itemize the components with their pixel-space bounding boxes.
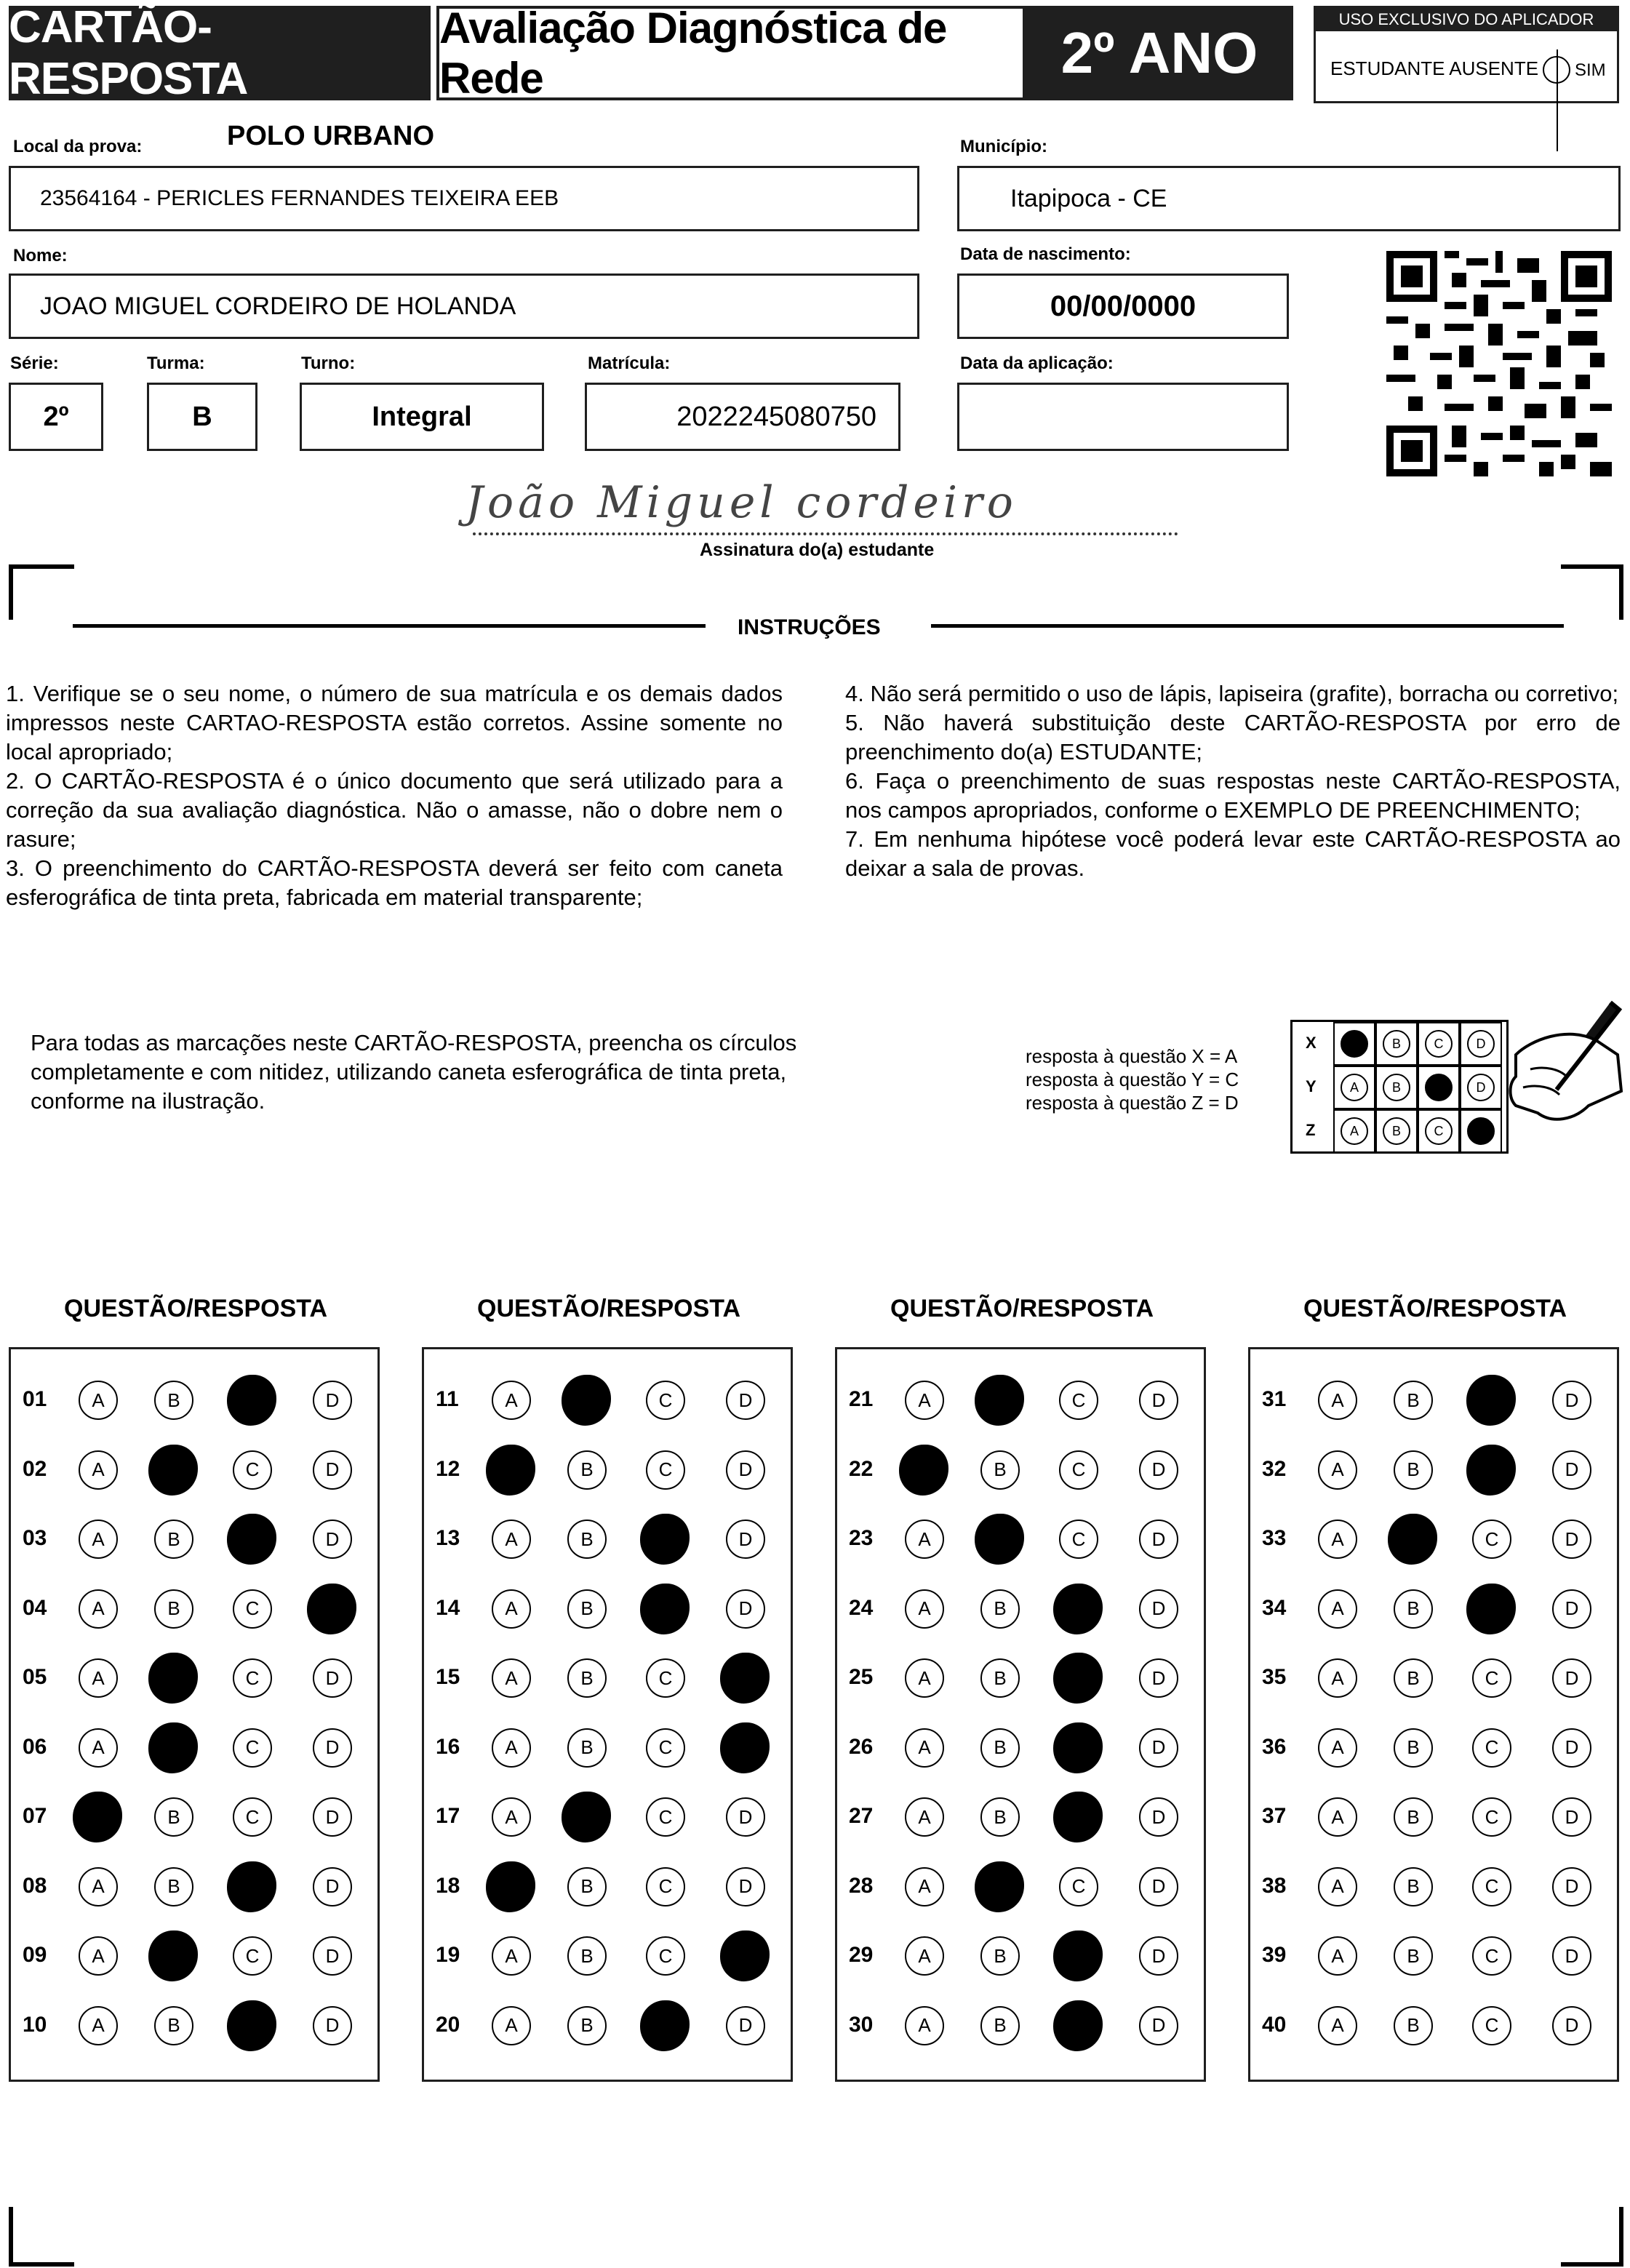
example-bubble-b: B [1383, 1117, 1410, 1145]
answer-bubble-c[interactable] [1466, 1445, 1516, 1496]
question-number: 27 [849, 1804, 874, 1828]
answer-bubble-b[interactable]: B [154, 1589, 193, 1629]
answer-bubble-d[interactable]: D [1552, 1450, 1591, 1490]
answer-bubble-b[interactable] [562, 1792, 611, 1842]
instruction-1: 1. Verifique se o seu nome, o número de sua matrícula e os demais dados impressos neste CARTAO-RESPOSTA estão corretos. Assine somente no local apropriado; [6, 681, 783, 764]
answer-column-3 [835, 1347, 1206, 2082]
answer-bubble-d[interactable]: D [726, 1381, 765, 1420]
answer-bubble-a[interactable]: A [905, 1658, 944, 1698]
absent-label: ESTUDANTE AUSENTE [1330, 57, 1539, 79]
answer-column-2 [422, 1347, 793, 2082]
answer-bubble-d[interactable]: D [313, 1520, 352, 1559]
answer-bubble-d[interactable] [720, 1653, 770, 1704]
answer-bubble-b[interactable]: B [567, 1867, 607, 1906]
answer-bubble-a[interactable]: A [492, 1589, 531, 1629]
answer-bubble-d[interactable]: D [313, 1797, 352, 1837]
example-line-x: resposta à questão X = A [1026, 1045, 1238, 1067]
answer-bubble-b[interactable]: B [1394, 1728, 1433, 1768]
answer-bubble-c[interactable] [227, 1861, 276, 1912]
instructions-right [845, 679, 1621, 883]
question-number: 08 [23, 1873, 47, 1898]
applicator-box [1314, 6, 1619, 103]
answer-bubble-b[interactable]: B [980, 1450, 1020, 1490]
matricula-field [585, 383, 900, 451]
answer-bubble-b[interactable] [975, 1514, 1024, 1565]
question-number: 37 [1262, 1804, 1287, 1828]
answer-bubble-b[interactable]: B [567, 1658, 607, 1698]
answer-bubble-a[interactable]: A [1318, 1797, 1357, 1837]
answer-bubble-d[interactable]: D [1552, 1589, 1591, 1629]
answer-bubble-d[interactable]: D [313, 2006, 352, 2045]
turno-field [300, 383, 544, 451]
answer-bubble-d[interactable]: D [726, 1450, 765, 1490]
question-number: 20 [436, 2012, 460, 2037]
answer-bubble-a[interactable]: A [492, 1381, 531, 1420]
question-number: 09 [23, 1943, 47, 1967]
answer-bubble-a[interactable]: A [79, 1658, 118, 1698]
answer-bubble-c[interactable]: C [1472, 1797, 1511, 1837]
corner-mark-bottom-right [1561, 2207, 1623, 2267]
answer-bubble-c[interactable]: C [233, 1797, 272, 1837]
answer-bubble-b[interactable]: B [154, 2006, 193, 2045]
fill-note: Para todas as marcações neste CARTÃO-RESPOSTA, preencha os círculos completamente e com nitidez, utilizando caneta esferográfica de tinta preta, conforme na ilustração. [31, 1030, 797, 1114]
question-number: 31 [1262, 1387, 1287, 1411]
question-number: 01 [23, 1387, 47, 1411]
answer-bubble-b[interactable] [148, 1445, 198, 1496]
example-bubble-c: C [1425, 1117, 1453, 1145]
school-field [9, 166, 919, 231]
answer-bubble-c[interactable]: C [1472, 1520, 1511, 1559]
answer-bubble-a[interactable]: A [492, 1936, 531, 1976]
answer-bubble-a[interactable]: A [905, 1867, 944, 1906]
answer-bubble-b[interactable]: B [980, 1797, 1020, 1837]
answer-bubble-c[interactable]: C [646, 1381, 685, 1420]
answer-bubble-d[interactable]: D [1552, 1936, 1591, 1976]
answer-bubble-d[interactable]: D [1139, 2006, 1178, 2045]
answer-bubble-d[interactable]: D [1139, 1589, 1178, 1629]
instructions-left [6, 679, 783, 912]
applicator-title: USO EXCLUSIVO DO APLICADOR [1316, 8, 1617, 31]
turma-label: Turma: [147, 354, 205, 373]
school-value: 23564164 - PERICLES FERNANDES TEIXEIRA EEB [40, 186, 559, 210]
question-number: 21 [849, 1387, 874, 1411]
divider-line [1557, 49, 1558, 151]
question-number: 39 [1262, 1943, 1287, 1967]
card-title: CARTÃO-RESPOSTA [9, 6, 431, 100]
question-number: 18 [436, 1873, 460, 1898]
example-row-label: X [1306, 1034, 1317, 1052]
nascimento-field [957, 273, 1289, 339]
answer-bubble-d[interactable]: D [1139, 1381, 1178, 1420]
question-number: 06 [23, 1734, 47, 1759]
answer-bubble-c[interactable] [227, 2000, 276, 2051]
answer-bubble-a[interactable]: A [79, 1381, 118, 1420]
answer-bubble-a[interactable]: A [79, 1936, 118, 1976]
answer-bubble-b[interactable]: B [1394, 1381, 1433, 1420]
answer-bubble-b[interactable] [148, 1653, 198, 1704]
answer-bubble-c[interactable]: C [1472, 2006, 1511, 2045]
answer-bubble-c[interactable]: C [646, 1450, 685, 1490]
instruction-6: 6. Faça o preenchimento de suas respostas neste CARTÃO-RESPOSTA, nos campos apropriados, conforme o EXEMPLO DE PREENCHIMENTO; [845, 768, 1621, 823]
question-number: 07 [23, 1804, 47, 1828]
absent-option: SIM [1575, 60, 1606, 80]
turno-value: Integral [372, 401, 472, 432]
answer-bubble-c[interactable] [227, 1514, 276, 1565]
answer-bubble-a[interactable]: A [1318, 1936, 1357, 1976]
answer-bubble-d[interactable]: D [1552, 1381, 1591, 1420]
question-number: 29 [849, 1943, 874, 1967]
answer-bubble-d[interactable]: D [313, 1936, 352, 1976]
question-number: 22 [849, 1456, 874, 1481]
answer-bubble-a[interactable]: A [492, 2006, 531, 2045]
answer-bubble-b[interactable]: B [980, 2006, 1020, 2045]
answer-bubble-c[interactable]: C [1059, 1381, 1098, 1420]
question-number: 26 [849, 1734, 874, 1759]
question-number: 38 [1262, 1873, 1287, 1898]
answer-bubble-c[interactable] [1053, 1930, 1103, 1981]
turno-label: Turno: [301, 354, 356, 373]
question-number: 35 [1262, 1665, 1287, 1689]
answer-bubble-d[interactable]: D [313, 1381, 352, 1420]
answer-bubble-a[interactable]: A [1318, 1520, 1357, 1559]
example-bubble-c [1425, 1074, 1453, 1101]
instructions-rule-right [931, 624, 1564, 628]
question-number: 36 [1262, 1734, 1287, 1759]
answer-bubble-a[interactable]: A [1318, 1867, 1357, 1906]
example-line-y: resposta à questão Y = C [1026, 1069, 1239, 1090]
answer-bubble-d[interactable]: D [726, 2006, 765, 2045]
answer-bubble-d[interactable]: D [1552, 1520, 1591, 1559]
answer-bubble-b[interactable] [148, 1930, 198, 1981]
municipio-field [957, 166, 1621, 231]
answer-bubble-c[interactable] [1466, 1375, 1516, 1426]
instruction-3: 3. O preenchimento do CARTÃO-RESPOSTA deverá ser feito com caneta esferográfica de tinta preta, fabricada em material transparente; [6, 855, 783, 910]
answer-bubble-b[interactable]: B [154, 1520, 193, 1559]
answer-bubble-b[interactable]: B [1394, 2006, 1433, 2045]
answer-bubble-a[interactable]: A [79, 1589, 118, 1629]
question-number: 15 [436, 1665, 460, 1689]
answer-bubble-b[interactable] [148, 1722, 198, 1773]
answer-bubble-b[interactable]: B [980, 1589, 1020, 1629]
answer-bubble-a[interactable]: A [1318, 2006, 1357, 2045]
answer-bubble-b[interactable]: B [154, 1381, 193, 1420]
answer-bubble-d[interactable]: D [1139, 1450, 1178, 1490]
local-value: POLO URBANO [227, 121, 434, 151]
hand-pen-icon [1487, 997, 1625, 1135]
question-number: 13 [436, 1526, 460, 1550]
answer-bubble-b[interactable]: B [980, 1658, 1020, 1698]
grade-title: 2º ANO [1026, 6, 1293, 100]
answer-bubble-b[interactable]: B [567, 1589, 607, 1629]
answer-bubble-c[interactable]: C [233, 1450, 272, 1490]
example-row-label: Z [1306, 1121, 1316, 1139]
answer-bubble-c[interactable]: C [1472, 1728, 1511, 1768]
answer-bubble-a[interactable]: A [905, 1797, 944, 1837]
answer-bubble-c[interactable] [1053, 2000, 1103, 2051]
answer-bubble-c[interactable] [640, 1584, 690, 1634]
answer-bubble-c[interactable] [1053, 1792, 1103, 1842]
answer-bubble-c[interactable] [640, 1514, 690, 1565]
answer-bubble-b[interactable] [975, 1861, 1024, 1912]
answer-bubble-a[interactable]: A [1318, 1450, 1357, 1490]
answer-bubble-c[interactable]: C [646, 1936, 685, 1976]
serie-field [9, 383, 103, 451]
answer-bubble-d[interactable]: D [726, 1867, 765, 1906]
answer-bubble-a[interactable]: A [905, 1728, 944, 1768]
example-bubble-a [1341, 1030, 1368, 1058]
answer-bubble-a[interactable]: A [492, 1797, 531, 1837]
answer-bubble-c[interactable] [1053, 1722, 1103, 1773]
answer-bubble-a[interactable]: A [1318, 1381, 1357, 1420]
answer-bubble-c[interactable]: C [233, 1589, 272, 1629]
answer-bubble-a[interactable]: A [79, 1450, 118, 1490]
answer-bubble-d[interactable]: D [726, 1520, 765, 1559]
question-number: 17 [436, 1804, 460, 1828]
aplicacao-field[interactable] [957, 383, 1289, 451]
answer-bubble-a[interactable]: A [1318, 1658, 1357, 1698]
answer-column-header: QUESTÃO/RESPOSTA [64, 1295, 328, 1322]
question-number: 05 [23, 1665, 47, 1689]
answer-bubble-b[interactable] [562, 1375, 611, 1426]
answer-bubble-b[interactable]: B [154, 1797, 193, 1837]
instruction-5: 5. Não haverá substituição deste CARTÃO-RESPOSTA por erro de preenchimento do(a) ESTUDANTE; [845, 710, 1621, 764]
serie-label: Série: [10, 354, 59, 373]
question-number: 34 [1262, 1595, 1287, 1620]
question-number: 23 [849, 1526, 874, 1550]
answer-bubble-d[interactable]: D [1139, 1658, 1178, 1698]
answer-bubble-a[interactable]: A [905, 1520, 944, 1559]
serie-value: 2º [43, 401, 69, 432]
answer-column-header: QUESTÃO/RESPOSTA [477, 1295, 741, 1322]
corner-mark-top-left [9, 564, 74, 620]
matricula-label: Matrícula: [588, 354, 671, 373]
answer-bubble-d[interactable]: D [1552, 1867, 1591, 1906]
question-number: 25 [849, 1665, 874, 1689]
answer-bubble-b[interactable]: B [1394, 1450, 1433, 1490]
answer-bubble-c[interactable]: C [646, 1728, 685, 1768]
answer-bubble-c[interactable] [1053, 1653, 1103, 1704]
instruction-4: 4. Não será permitido o uso de lápis, lapiseira (grafite), borracha ou corretivo; [845, 681, 1619, 706]
example-bubble-a: A [1341, 1074, 1368, 1101]
answer-bubble-b[interactable]: B [1394, 1589, 1433, 1629]
question-number: 10 [23, 2012, 47, 2037]
nascimento-value: 00/00/0000 [1050, 290, 1196, 322]
answer-bubble-c[interactable] [227, 1375, 276, 1426]
question-number: 28 [849, 1873, 874, 1898]
answer-bubble-c[interactable]: C [1472, 1936, 1511, 1976]
question-number: 04 [23, 1595, 47, 1620]
answer-bubble-b[interactable]: B [980, 1936, 1020, 1976]
answer-bubble-a[interactable]: A [905, 2006, 944, 2045]
student-signature: João Miguel cordeiro [466, 477, 1018, 528]
turma-value: B [192, 401, 212, 432]
answer-bubble-d[interactable]: D [1552, 1797, 1591, 1837]
matricula-value: 2022245080750 [676, 401, 876, 432]
municipio-label: Município: [960, 137, 1047, 156]
instruction-7: 7. Em nenhuma hipótese você poderá levar este CARTÃO-RESPOSTA ao deixar a sala de provas. [845, 826, 1621, 881]
example-bubble-d: D [1467, 1074, 1495, 1101]
question-number: 16 [436, 1734, 460, 1759]
answer-bubble-a[interactable]: A [492, 1520, 531, 1559]
answer-column-header: QUESTÃO/RESPOSTA [890, 1295, 1154, 1322]
answer-bubble-b[interactable]: B [567, 1936, 607, 1976]
nome-label: Nome: [13, 246, 68, 265]
question-number: 03 [23, 1526, 47, 1550]
example-bubble-a: A [1341, 1117, 1368, 1145]
answer-bubble-c[interactable]: C [1059, 1867, 1098, 1906]
answer-bubble-c[interactable] [1466, 1584, 1516, 1634]
question-number: 19 [436, 1943, 460, 1967]
answer-bubble-a[interactable]: A [79, 1728, 118, 1768]
question-number: 12 [436, 1456, 460, 1481]
corner-mark-top-right [1561, 564, 1623, 620]
answer-bubble-b[interactable]: B [1394, 1797, 1433, 1837]
signature-line [473, 532, 1178, 535]
answer-bubble-c[interactable] [1053, 1584, 1103, 1634]
example-row-label: Y [1306, 1077, 1317, 1095]
corner-mark-bottom-left [9, 2207, 74, 2267]
answer-bubble-c[interactable]: C [1059, 1520, 1098, 1559]
answer-bubble-c[interactable]: C [1472, 1658, 1511, 1698]
question-number: 30 [849, 2012, 874, 2037]
answer-bubble-d[interactable]: D [1139, 1797, 1178, 1837]
question-number: 40 [1262, 2012, 1287, 2037]
answer-bubble-a[interactable]: A [1318, 1728, 1357, 1768]
question-number: 33 [1262, 1526, 1287, 1550]
answer-bubble-b[interactable] [975, 1375, 1024, 1426]
answer-column-1 [9, 1347, 380, 2082]
answer-bubble-d[interactable] [307, 1584, 356, 1634]
answer-bubble-b[interactable]: B [154, 1867, 193, 1906]
answer-bubble-b[interactable]: B [567, 1520, 607, 1559]
answer-bubble-c[interactable]: C [233, 1936, 272, 1976]
answer-bubble-d[interactable]: D [1552, 1658, 1591, 1698]
instructions-title: INSTRUÇÕES [738, 615, 881, 639]
answer-bubble-d[interactable]: D [313, 1658, 352, 1698]
answer-bubble-c[interactable] [640, 2000, 690, 2051]
answer-bubble-d[interactable]: D [313, 1867, 352, 1906]
answer-bubble-d[interactable]: D [313, 1450, 352, 1490]
example-bubble-d: D [1467, 1030, 1495, 1058]
answer-bubble-a[interactable]: A [79, 2006, 118, 2045]
answer-bubble-a[interactable]: A [492, 1728, 531, 1768]
question-number: 32 [1262, 1456, 1287, 1481]
answer-bubble-c[interactable]: C [233, 1658, 272, 1698]
answer-bubble-a[interactable] [899, 1445, 948, 1496]
answer-bubble-d[interactable] [720, 1930, 770, 1981]
answer-bubble-b[interactable] [1388, 1514, 1437, 1565]
answer-bubble-c[interactable]: C [646, 1867, 685, 1906]
answer-bubble-d[interactable]: D [726, 1589, 765, 1629]
answer-bubble-a[interactable] [73, 1792, 122, 1842]
answer-bubble-b[interactable]: B [980, 1728, 1020, 1768]
answer-bubble-a[interactable]: A [905, 1589, 944, 1629]
answer-bubble-c[interactable]: C [1059, 1450, 1098, 1490]
answer-bubble-b[interactable]: B [567, 1728, 607, 1768]
question-number: 24 [849, 1595, 874, 1620]
instructions-rule-left [73, 624, 706, 628]
aplicacao-label: Data da aplicação: [960, 354, 1114, 373]
answer-bubble-b[interactable]: B [567, 2006, 607, 2045]
example-text [1026, 1045, 1239, 1114]
answer-bubble-b[interactable]: B [1394, 1658, 1433, 1698]
answer-bubble-d[interactable]: D [1552, 1728, 1591, 1768]
nascimento-label: Data de nascimento: [960, 244, 1131, 264]
answer-bubble-a[interactable]: A [905, 1936, 944, 1976]
answer-bubble-c[interactable]: C [646, 1658, 685, 1698]
example-line-z: resposta à questão Z = D [1026, 1092, 1239, 1114]
answer-bubble-d[interactable] [720, 1722, 770, 1773]
qr-code-icon [1386, 249, 1612, 479]
answer-bubble-b[interactable]: B [1394, 1867, 1433, 1906]
municipio-value: Itapipoca - CE [1010, 184, 1167, 212]
answer-bubble-a[interactable]: A [1318, 1589, 1357, 1629]
answer-bubble-d[interactable]: D [1139, 1520, 1178, 1559]
nome-value: JOAO MIGUEL CORDEIRO DE HOLANDA [40, 292, 516, 320]
answer-bubble-c[interactable]: C [646, 1797, 685, 1837]
instruction-2: 2. O CARTÃO-RESPOSTA é o único documento que será utilizado para a correção da sua avaliação diagnóstica. Não o amasse, não o dobre nem o rasure; [6, 768, 783, 852]
question-number: 14 [436, 1595, 460, 1620]
answer-bubble-a[interactable] [486, 1445, 535, 1496]
answer-bubble-d[interactable]: D [313, 1728, 352, 1768]
answer-bubble-b[interactable]: B [1394, 1936, 1433, 1976]
answer-bubble-a[interactable] [486, 1861, 535, 1912]
answer-bubble-c[interactable]: C [233, 1728, 272, 1768]
local-label: Local da prova: [13, 137, 143, 156]
signature-caption: Assinatura do(a) estudante [700, 540, 935, 560]
answer-bubble-a[interactable]: A [492, 1658, 531, 1698]
answer-bubble-a[interactable]: A [79, 1520, 118, 1559]
exam-title: Avaliação Diagnóstica de Rede [436, 6, 1026, 100]
answer-column-4 [1248, 1347, 1619, 2082]
nome-field [9, 273, 919, 339]
example-bubble-b: B [1383, 1074, 1410, 1101]
example-bubble-b: B [1383, 1030, 1410, 1058]
answer-bubble-d[interactable]: D [1139, 1936, 1178, 1976]
answer-bubble-c[interactable]: C [1472, 1867, 1511, 1906]
answer-bubble-d[interactable]: D [726, 1797, 765, 1837]
answer-bubble-d[interactable]: D [1552, 2006, 1591, 2045]
answer-bubble-b[interactable]: B [567, 1450, 607, 1490]
example-bubble-c: C [1425, 1030, 1453, 1058]
answer-bubble-d[interactable]: D [1139, 1728, 1178, 1768]
question-number: 11 [436, 1387, 459, 1411]
turma-field [147, 383, 257, 451]
example-grid [1290, 1020, 1509, 1154]
answer-bubble-a[interactable]: A [905, 1381, 944, 1420]
question-number: 02 [23, 1456, 47, 1481]
answer-column-header: QUESTÃO/RESPOSTA [1303, 1295, 1567, 1322]
answer-bubble-a[interactable]: A [79, 1867, 118, 1906]
answer-bubble-d[interactable]: D [1139, 1867, 1178, 1906]
